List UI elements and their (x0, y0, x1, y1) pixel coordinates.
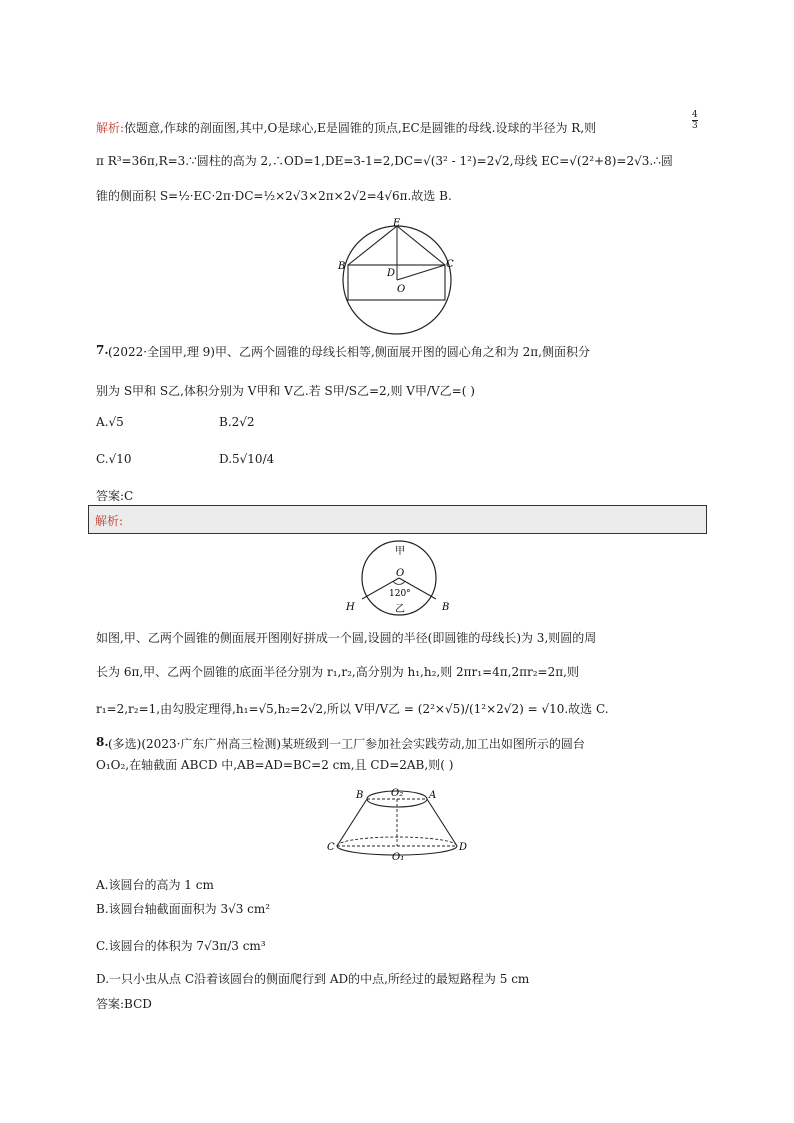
q8-stem2: O₁O₂,在轴截面 ABCD 中,AB=AD=BC=2 cm,且 CD=2AB,则( ) (96, 758, 454, 772)
option-label: A. (96, 878, 109, 892)
solution1-line3: 锥的侧面积 S=½·EC·2π·DC=½×2√3×2π×2√2=4√6π.故选 B. (96, 189, 452, 203)
analysis-box-label: 解析: (95, 514, 124, 528)
frac-den: 3 (692, 121, 698, 131)
q7-stem2: 别为 S甲和 S乙,体积分别为 V甲和 V乙.若 S甲/S乙=2,则 V甲/V乙=( ) (96, 384, 475, 398)
label-d: D (387, 268, 396, 279)
label-b: B (356, 790, 364, 801)
label-e: E (393, 218, 401, 229)
figure-frustum (326, 782, 468, 864)
label-h: H (346, 602, 355, 613)
solution2-line3: r₁=2,r₂=1,由勾股定理得,h₁=√5,h₂=2√2,所以 V甲/V乙 = (2²×√5)/(1²×2√2) = √10.故选 C. (96, 702, 609, 716)
solution1-text1: 依题意,作球的剖面图,其中,O是球心,E是圆锥的顶点,EC是圆锥的母线.设球的半径为 R,则 (124, 121, 597, 135)
label-o: O (396, 568, 405, 579)
option-value: 2√2 (231, 415, 255, 429)
option-value: √10 (108, 452, 132, 466)
option-value: √5 (108, 415, 124, 429)
label-d: D (459, 842, 468, 853)
q7-option-b (219, 415, 255, 429)
option-label: C. (96, 452, 109, 466)
label-c: C (327, 842, 335, 853)
solution2-line1: 如图,甲、乙两个圆锥的侧面展开图刚好拼成一个圆,设圆的半径(即圆锥的母线长)为 3,则圆的周 (96, 631, 597, 645)
label-angle: 120° (389, 589, 411, 599)
q8-answer: 答案:BCD (96, 997, 152, 1011)
q7-stem1: (2022·全国甲,理 9)甲、乙两个圆锥的母线长相等,侧面展开图的圆心角之和为 2π,侧面积分 (108, 345, 590, 359)
option-label: C. (96, 939, 109, 953)
solution1-line1 (96, 119, 596, 136)
solution2-line2: 长为 6π,甲、乙两个圆锥的底面半径分别为 r₁,r₂,高分别为 h₁,h₂,则 2πr₁=4π,2πr₂=2π,则 (96, 665, 579, 679)
analysis-label: 解析: (96, 121, 125, 135)
option-value: 5√10/4 (232, 452, 275, 466)
label-a: A (429, 790, 437, 801)
solution1-line2: π R³=36π,R=3.∵圆柱的高为 2,∴OD=1,DE=3-1=2,DC=√(3² - 1²)=2√2,母线 EC=√(2²+8)=2√3.∴圆 (96, 154, 673, 168)
analysis-box (88, 505, 707, 534)
option-value: 该圆台的高为 1 cm (108, 878, 214, 892)
label-b: B (442, 602, 450, 613)
q7-answer: 答案:C (96, 489, 134, 503)
q8-number: 8. (96, 735, 109, 749)
figure-sector-circle (342, 534, 456, 618)
q8-option-c (96, 937, 266, 954)
label-c: C (446, 259, 454, 270)
fraction-four-thirds (692, 110, 698, 131)
q8-option-d (96, 970, 529, 987)
label-o2: O₂ (391, 788, 404, 799)
option-value: 一只小虫从点 C沿着该圆台的侧面爬行到 AD的中点,所经过的最短路程为 5 cm (109, 972, 530, 986)
option-label: D. (96, 972, 110, 986)
label-b: B (338, 261, 346, 272)
q8-option-b (96, 900, 270, 917)
q8-stem1: (多选)(2023·广东广州高三检测)某班级到一工厂参加社会实践劳动,加工出如图所示的圆台 (108, 737, 585, 751)
label-o: O (397, 284, 406, 295)
option-label: D. (219, 452, 233, 466)
option-label: B. (96, 902, 109, 916)
q7-number: 7. (96, 343, 109, 357)
frac-num: 4 (692, 110, 698, 120)
option-value: 该圆台轴截面面积为 3√3 cm² (108, 902, 271, 916)
q7-option-c (96, 452, 132, 466)
label-o1: O₁ (392, 852, 405, 863)
option-label: B. (219, 415, 232, 429)
label-yi: 乙 (395, 604, 405, 615)
q7-option-d (219, 452, 274, 466)
q8-option-a (96, 876, 214, 893)
label-jia: 甲 (395, 546, 405, 557)
option-value: 该圆台的体积为 7√3π/3 cm³ (108, 939, 266, 953)
q7-option-a (96, 415, 124, 429)
figure-sphere-cone (335, 218, 455, 336)
option-label: A. (96, 415, 109, 429)
